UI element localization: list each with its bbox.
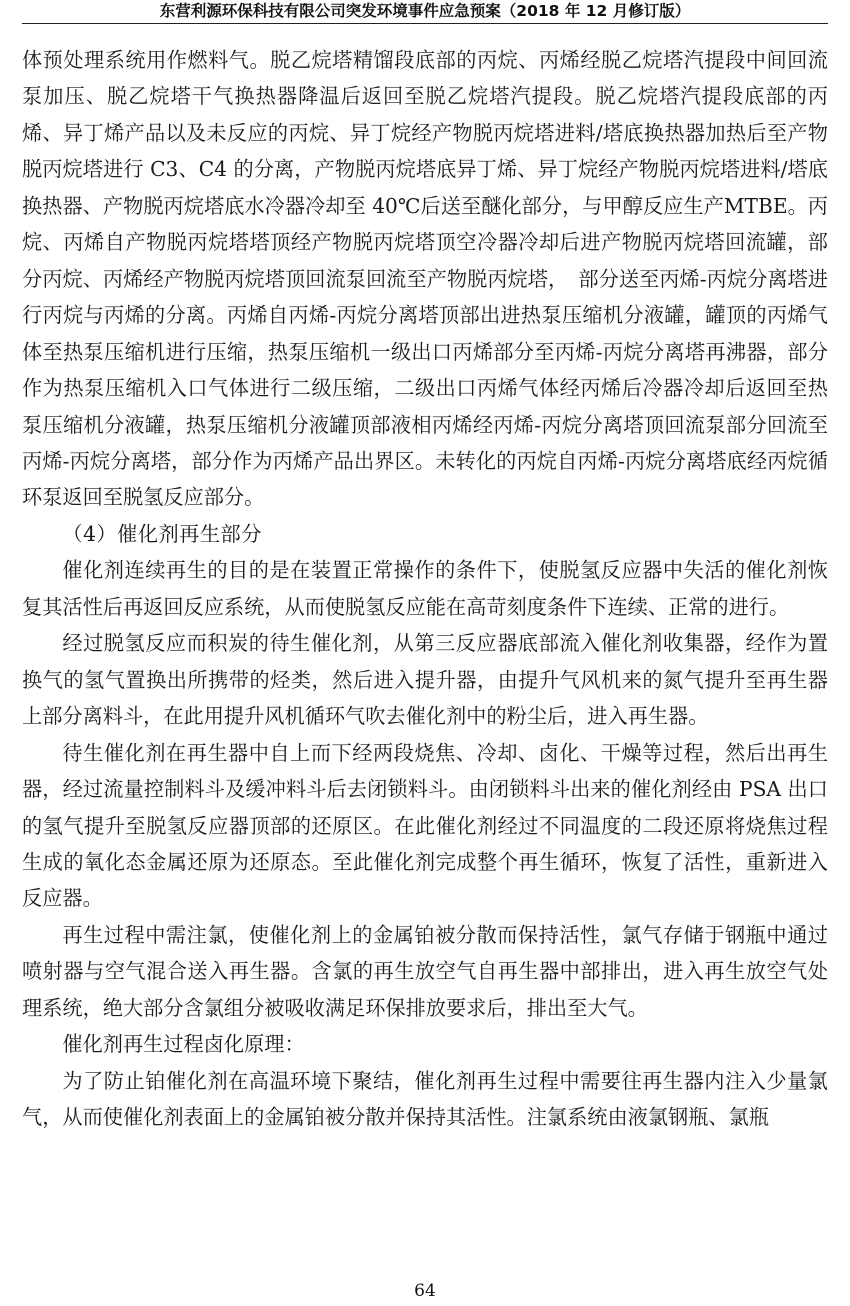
paragraph: 待生催化剂在再生器中自上而下经两段烧焦、冷却、卤化、干燥等过程，然后出再生器，经过流量控制料斗及缓冲料斗后去闭锁料斗。由闭锁料斗出来的催化剂经由 PSA 出口的氢气提升至脱氢反应器顶部的还原区。在此催化剂经过不同温度的二段还原将烧焦过程生成的氧化态金属还原为还原态。至此催化剂完成整个再生循环，恢复了活性，重新进入反应器。 — [22, 740, 828, 911]
section-heading: （4）催化剂再生部分 — [62, 521, 262, 546]
paragraph: 催化剂再生过程卤化原理： — [62, 1032, 305, 1057]
paragraph: 催化剂连续再生的目的是在装置正常操作的条件下，使脱氢反应器中失活的催化剂恢复其活性后再返回反应系统，从而使脱氢反应能在高苛刻度条件下连续、正常的进行。 — [22, 558, 828, 619]
paragraph: 再生过程中需注氯，使催化剂上的金属铂被分散而保持活性，氯气存储于钢瓶中通过喷射器与空气混合送入再生器。含氯的再生放空气自再生器中部排出，进入再生放空气处理系统，绝大部分含氯组分被吸收满足环保排放要求后，排出至大气。 — [22, 922, 828, 1020]
header-rule — [22, 23, 828, 24]
page-number: 64 — [414, 1281, 436, 1301]
document-body — [22, 42, 828, 1136]
paragraph: 经过脱氢反应而积炭的待生催化剂，从第三反应器底部流入催化剂收集器，经作为置换气的氢气置换出所携带的烃类，然后进入提升器，由提升气风机来的氮气提升至再生器上部分离料斗，在此用提升风机循环气吹去催化剂中的粉尘后，进入再生器。 — [22, 631, 828, 729]
paragraph-continued: 体预处理系统用作燃料气。脱乙烷塔精馏段底部的丙烷、丙烯经脱乙烷塔汽提段中间回流泵加压、脱乙烷塔干气换热器降温后返回至脱乙烷塔汽提段。脱乙烷塔汽提段底部的丙烯、异丁烯产品以及未反应的丙烷、异丁烷经产物脱丙烷塔进料/塔底换热器加热后至产物脱丙烷塔进行 C3、C4 的分离，产物脱丙烷塔底异丁烯、异丁烷经产物脱丙烷塔进料/塔底换热器、产物脱丙烷塔底水冷器冷却至 40℃后送至醚化部分，与甲醇反应生产MTBE。丙烷、丙烯自产物脱丙烷塔塔顶经产物脱丙烷塔顶空冷器冷却后进产物脱丙烷塔回流罐，部分丙烷、丙烯经产物脱丙烷塔顶回流泵回流至产物脱丙烷塔， 部分送至丙烯-丙烷分离塔进行丙烷与丙烯的分离。丙烯自丙烯-丙烷分离塔顶部出进热泵压缩机分液罐，罐顶的丙烯气体至热泵压缩机进行压缩，热泵压缩机一级出口丙烯部分至丙烯-丙烷分离塔再沸器，部分作为热泵压缩机入口气体进行二级压缩，二级出口丙烯气体经丙烯后冷器冷却后返回至热泵压缩机分液罐，热泵压缩机分液罐顶部液相丙烯经丙烯-丙烷分离塔顶回流泵部分回流至丙烯-丙烷分离塔，部分作为丙烯产品出界区。未转化的丙烷自丙烯-丙烷分离塔底经丙烷循环泵返回至脱氢反应部分。 — [22, 48, 828, 510]
page-header: 东营利源环保科技有限公司突发环境事件应急预案（2018 年 12 月修订版） — [159, 2, 691, 20]
paragraph: 为了防止铂催化剂在高温环境下聚结，催化剂再生过程中需要往再生器内注入少量氯气，从而使催化剂表面上的金属铂被分散并保持其活性。注氯系统由液氯钢瓶、氯瓶 — [22, 1068, 828, 1130]
